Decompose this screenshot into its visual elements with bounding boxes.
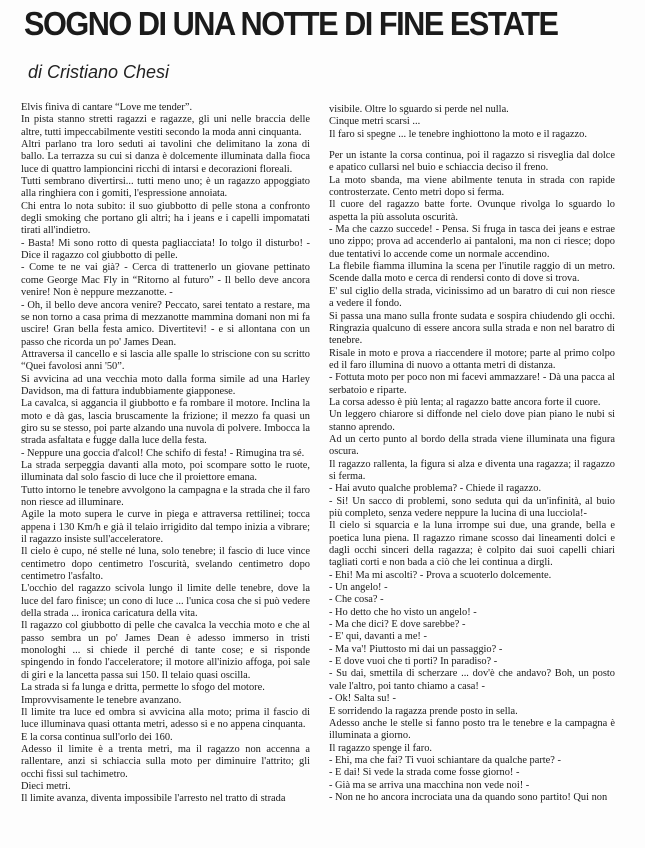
- paragraph: Cinque metri scarsi ...: [329, 116, 421, 128]
- paragraph: Il limite tra luce ed ombra si avvicina alla moto; prima il fascio di luce illuminava quasi ottanta metri, adesso si e no appena cinquanta.: [21, 706, 310, 731]
- paragraph: L'occhio del ragazzo scivola lungo il limite delle tenebre, dove la luce del faro finisce; un cono di luce ... l'unica cosa che si può vedere della strada ... ironica caricatura della vita.: [21, 583, 310, 620]
- paragraph: - Non ne ho ancora incrociata una da quando sono partito! Qui non: [329, 791, 608, 803]
- paragraph: Un leggero chiarore si diffonde nel cielo dove pian piano le nubi si stanno aprendo.: [329, 409, 615, 433]
- paragraph: Adesso il limite è a trenta metri, ma il ragazzo non accenna a rallentare, anzi si schiaccia sulla moto per diminuire l'attrito; gli occhi fissi sul tachimetro.: [21, 743, 310, 780]
- paragraph: - E dai! Si vede la strada come fosse giorno! -: [329, 767, 520, 779]
- paragraph: Il cuore del ragazzo batte forte. Ovunque rivolga lo sguardo lo aspetta la più assoluta oscurità.: [329, 199, 615, 223]
- paragraph: Il cielo si squarcia e la luna irrompe sui due, una grande, bella e poetica luna piena. Il ragazzo rimane scosso dai lineamenti dolci e dagli occhi sinceri della ragazza; è colpito dai suoi capelli chiari tagliati corti e non bada a ciò che lei continua a dirgli.: [329, 520, 615, 569]
- article-byline: di Cristiano Chesi: [28, 62, 170, 82]
- paragraph: - Su dai, smettila di scherzare ... dov'è che andavo? Boh, un posto vale l'altro, poi tanto chiamo a casa! -: [329, 668, 615, 692]
- paragraph: - Neppure una goccia d'alcol! Che schifo di festa! - Rimugina tra sé.: [21, 447, 305, 459]
- paragraph: Risale in moto e prova a riaccendere il motore; parte al primo colpo ed il faro illumina di nuovo a ottanta metri di distanza.: [329, 347, 615, 371]
- paragraph: Tutti sembrano divertirsi... tutti meno uno; è un ragazzo appoggiato alla ringhiera con i gomiti, l'espressione annoiata.: [21, 176, 310, 200]
- paragraph: - Ehi, ma che fai? Ti vuoi schiantare da qualche parte? -: [329, 754, 561, 766]
- paragraph: Tutto intorno le tenebre avvolgono la campagna e la strada che il faro non riesce ad illuminare.: [21, 484, 310, 508]
- paragraph: - Fottuta moto per poco non mi facevi ammazzare! - Dà una pacca al serbatoio e riparte.: [329, 372, 615, 396]
- paragraph: Il cielo è cupo, né stelle né luna, solo tenebre; il fascio di luce vince centimetro dopo centimetro l'oscurità, svelando centimetro dopo centimetro l'asfalto.: [21, 546, 310, 583]
- paragraph: Agile la moto supera le curve in piega e attraversa rettilinei; tocca appena i 130 Km/h e già il telaio irrigidito dal tempo inizia a vibrare; il ragazzo insiste sull'acceleratore.: [21, 509, 310, 546]
- paragraph: - E' qui, davanti a me! -: [329, 631, 427, 643]
- paragraph: Ad un certo punto al bordo della strada viene illuminata una figura oscura.: [329, 433, 615, 458]
- paragraph: - Come te ne vai già? - Cerca di trattenerlo un giovane pettinato come George Mac Fly in “Ritorno al futuro” - Il bello deve ancora venire! Non è neppure mezzanotte. -: [21, 262, 310, 299]
- paragraph: - Che cosa? -: [329, 594, 384, 606]
- paragraph: - Ma va'! Piuttosto mi dai un passaggio? -: [329, 643, 503, 655]
- paragraph: Altri parlano tra loro seduti ai tavolini che delimitano la zona di ballo. La terrazza su cui si danza è dolcemente illuminata dalla fioca luce di quattro lampioncini ricchi di intarsi e decorazioni floreali.: [21, 139, 310, 175]
- paragraph: - Ho detto che ho visto un angelo! -: [329, 606, 477, 618]
- paragraph: - Ma che dici? E dove sarebbe? -: [329, 619, 466, 631]
- paragraph: E la corsa continua sull'orlo dei 160.: [21, 731, 173, 743]
- paragraph-gap: [329, 141, 615, 150]
- paragraph: - Basta! Mi sono rotto di questa pagliacciata! Io tolgo il disturbo! - Dice il ragazzo col giubbotto di pelle.: [21, 237, 310, 262]
- paragraph: In pista stanno stretti ragazzi e ragazze, gli uni nelle braccia delle altre, tutti impeccabilmente vestiti secondo la moda anni cinquanta.: [21, 114, 310, 138]
- paragraph: Chi entra lo nota subito: il suo giubbotto di pelle stona a confronto degli smoking che portano gli altri; ha i jeans e i capelli impomatati tirati all'indietro.: [21, 200, 310, 237]
- paragraph: Adesso anche le stelle si fanno posto tra le tenebre e la campagna è illuminata a giorno.: [329, 717, 615, 742]
- paragraph: La moto sbanda, ma viene abilmente tenuta in strada con rapide controsterzate. Cento metri dopo si ferma.: [329, 174, 615, 199]
- paragraph: - Ok! Salta su! -: [329, 693, 396, 705]
- paragraph: E' sul ciglio della strada, vicinissimo ad un baratro di cui non riesce a vedere il fondo.: [329, 285, 615, 310]
- paragraph: - E dove vuoi che ti porti? In paradiso? -: [329, 656, 498, 668]
- paragraph: Il faro si spegne ... le tenebre inghiottono la moto e il ragazzo.: [329, 128, 587, 140]
- paragraph: Elvis finiva di cantare “Love me tender”.: [21, 102, 193, 113]
- paragraph: Il ragazzo spenge il faro.: [329, 742, 432, 754]
- paragraph: Il ragazzo col giubbotto di pelle che cavalca la vecchia moto e che al passo sembra un po' James Dean è adesso immerso in tristi monologhi ... si chiede il perché di tante cose; e si risponde spingendo in fondo l'acceleratore; il motore all'inizio affoga, poi sale di giri e la lancetta passa sui 150. Il telaio quasi oscilla.: [21, 620, 310, 681]
- paragraph: Si passa una mano sulla fronte sudata e sospira chiudendo gli occhi. Ringrazia qualcuno di essere ancora sulla strada e non nel baratro di tenebre.: [329, 310, 615, 347]
- paragraph: visibile. Oltre lo sguardo si perde nel nulla.: [329, 104, 509, 115]
- left-text-column: [21, 102, 310, 846]
- paragraph: - Ehi! Ma mi ascolti? - Prova a scuoterlo dolcemente.: [329, 569, 552, 581]
- right-text-column: [329, 104, 615, 848]
- paragraph: Attraversa il cancello e si lascia alle spalle lo striscione con su scritto “Quei favolosi anni '50”.: [21, 348, 310, 373]
- paragraph: La flebile fiamma illumina la scena per l'inutile raggio di un metro. Scende dalla moto e cerca di rendersi conto di dove si trova.: [329, 261, 615, 285]
- paragraph: Si avvicina ad una vecchia moto dalla forma simile ad una Harley Davidson, ma di fattura indubbiamente giapponese.: [21, 373, 310, 397]
- paragraph: - Già ma se arriva una macchina non vede noi! -: [329, 779, 530, 791]
- paragraph: - Hai avuto qualche problema? - Chiede il ragazzo.: [329, 483, 542, 495]
- paragraph: E sorridendo la ragazza prende posto in sella.: [329, 705, 518, 717]
- paragraph: La corsa adesso è più lenta; al ragazzo batte ancora forte il cuore.: [329, 396, 601, 408]
- paragraph: Improvvisamente le tenebre avanzano.: [21, 694, 182, 706]
- paragraph: La strada si fa lunga e dritta, permette lo sfogo del motore.: [21, 682, 265, 694]
- paragraph: - Un angelo! -: [329, 582, 388, 594]
- paragraph: Dieci metri.: [21, 780, 71, 792]
- paragraph: - Si! Un sacco di problemi, sono seduta qui da un'infinità, al buio più completo, senza vedere neppure la lucina di una lucciola!-: [329, 495, 615, 519]
- paragraph: - Ma che cazzo succede! - Pensa. Si fruga in tasca dei jeans e estrae uno zippo; prova ad accenderlo ai pantaloni, ma non ci riesce; dopo due tentativi lo accende come un normale accendino.: [329, 224, 615, 260]
- paragraph: Per un istante la corsa continua, poi il ragazzo si risveglia dal dolce e apatico cullarsi nel buio e schiaccia deciso il freno.: [329, 150, 615, 174]
- paragraph: Il limite avanza, diventa impossibile l'arresto nel tratto di strada: [21, 793, 286, 805]
- paragraph: Il ragazzo rallenta, la figura si alza e diventa una ragazza; il ragazzo si ferma.: [329, 458, 615, 482]
- paragraph: - Oh, il bello deve ancora venire? Peccato, sarei tentato a restare, ma se non torno a casa prima di mezzanotte mammina domani non mi fa uscire! Gran bella festa amico. Divertitevi! - e si allontana con un passo che ricorda un po' James Dean.: [21, 299, 310, 348]
- paragraph: La strada serpeggia davanti alla moto, poi scompare sotto le ruote, illuminata dal solo fascio di luce che il proiettore emana.: [21, 459, 310, 484]
- paragraph: La cavalca, si aggancia il giubbotto e fa rombare il motore. Inclina la moto e dà gas, lascia bruscamente la frizione; il mezzo fa quasi un giro su se stesso, poi parte alzando una nuvola di polvere. Imbocca la strada asfaltata e fugge dalla luce della festa.: [21, 398, 310, 447]
- article-title: SOGNO DI UNA NOTTE DI FINE ESTATE: [24, 5, 558, 42]
